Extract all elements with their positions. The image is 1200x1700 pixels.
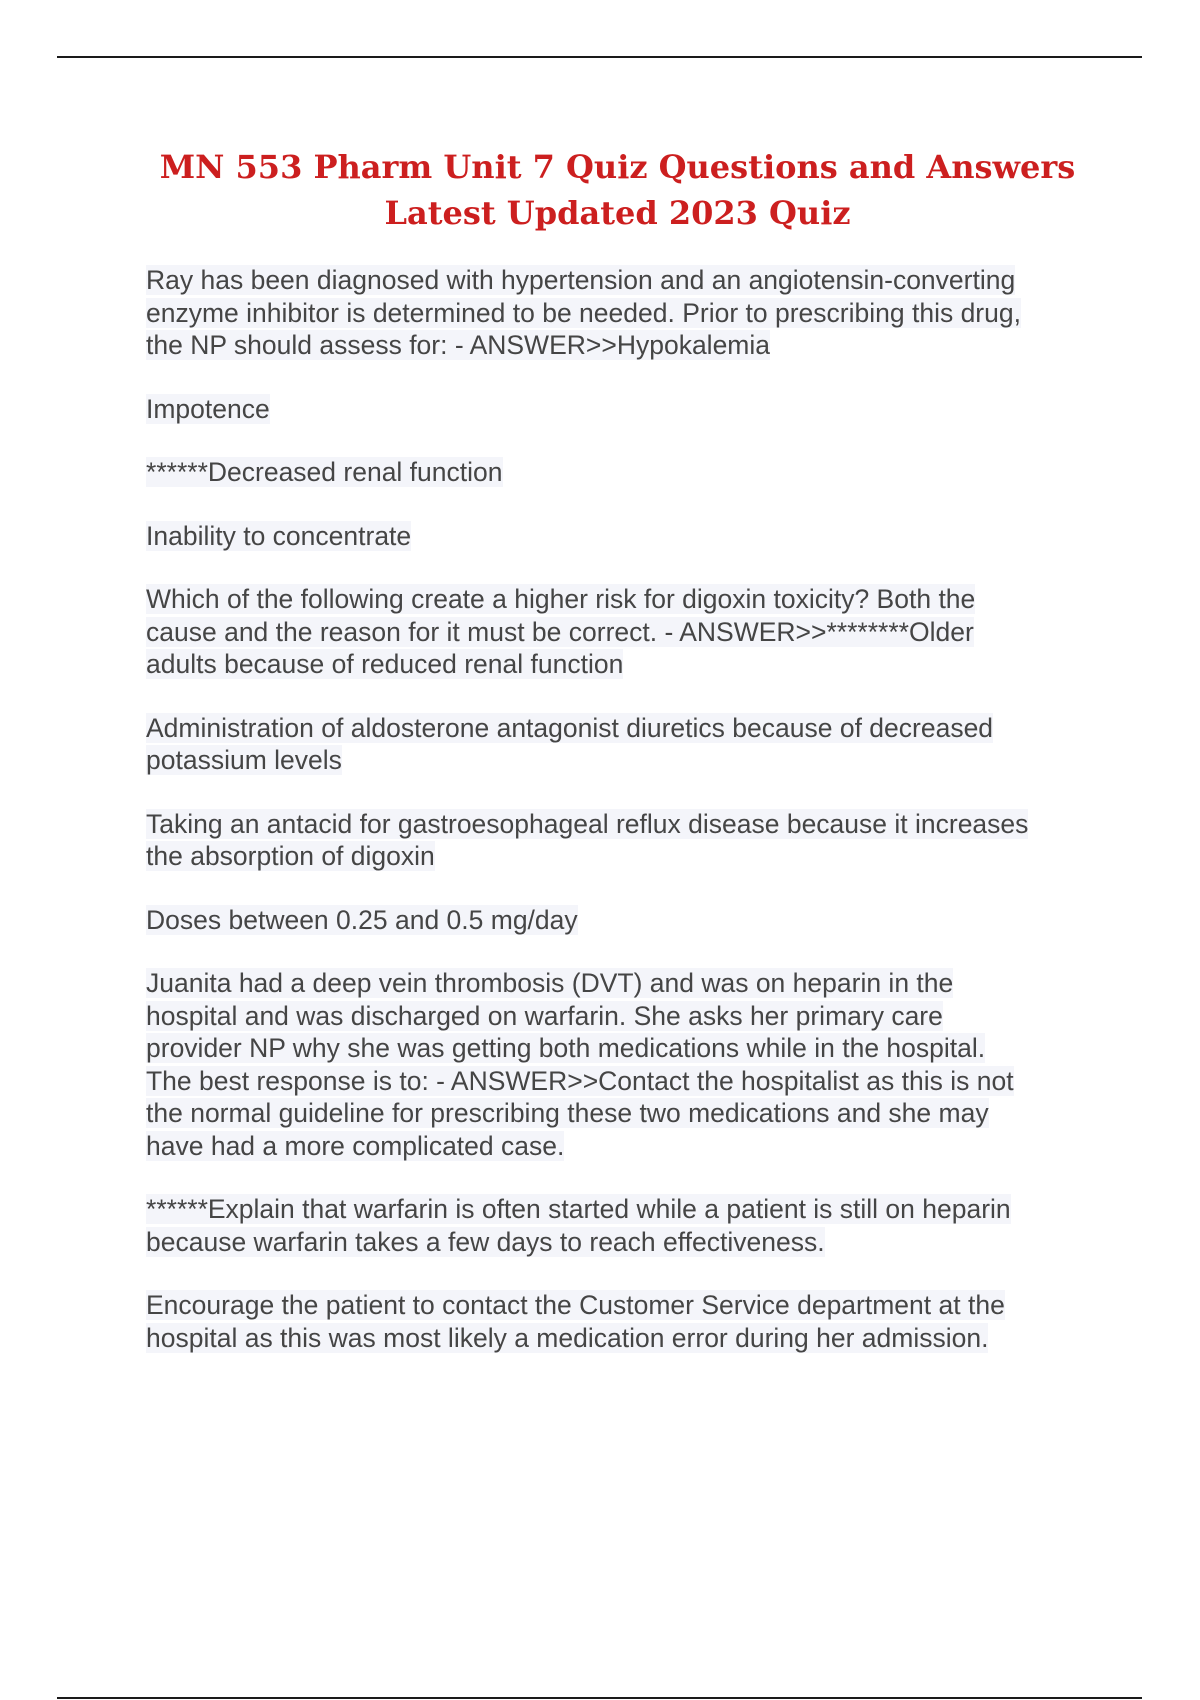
text-line bbox=[146, 840, 1096, 873]
text-line-content: The best response is to: - ANSWER>>Contact the hospitalist as this is not bbox=[146, 1065, 1014, 1096]
text-line-content: potassium levels bbox=[146, 745, 342, 775]
text-line-content: Impotence bbox=[146, 393, 270, 424]
document-body bbox=[146, 264, 1096, 1385]
text-line-content: ******Explain that warfarin is often started while a patient is still on heparin bbox=[146, 1194, 1011, 1224]
text-line-content: hospital and was discharged on warfarin. She asks her primary care bbox=[146, 1000, 943, 1031]
text-line-content: ******Decreased renal function bbox=[146, 457, 503, 487]
paragraph bbox=[146, 808, 1096, 873]
text-line-content: the absorption of digoxin bbox=[146, 841, 435, 871]
text-line bbox=[146, 1032, 1096, 1065]
document-title bbox=[120, 144, 1115, 236]
text-line bbox=[146, 808, 1096, 841]
text-line bbox=[146, 1226, 1096, 1259]
text-line bbox=[146, 744, 1096, 777]
paragraph bbox=[146, 712, 1096, 777]
text-line bbox=[146, 616, 1096, 649]
text-line bbox=[146, 297, 1096, 330]
bottom-rule bbox=[57, 1697, 1142, 1699]
paragraph bbox=[146, 904, 1096, 937]
text-line-content: enzyme inhibitor is determined to be needed. Prior to prescribing this drug, bbox=[146, 297, 1021, 328]
paragraph bbox=[146, 264, 1096, 362]
paragraph bbox=[146, 393, 1096, 426]
text-line-content: the NP should assess for: - ANSWER>>Hypokalemia bbox=[146, 330, 771, 360]
text-line bbox=[146, 1322, 1096, 1355]
text-line-content: Ray has been diagnosed with hypertension and an angiotensin-converting bbox=[146, 265, 1016, 295]
text-line bbox=[146, 1130, 1096, 1163]
text-line-content: have had a more complicated case. bbox=[146, 1130, 565, 1161]
text-line-content: cause and the reason for it must be correct. - ANSWER>>********Older bbox=[146, 616, 974, 647]
text-line-content: Juanita had a deep vein thrombosis (DVT) and was on heparin in the bbox=[146, 968, 954, 998]
title-line: MN 553 Pharm Unit 7 Quiz Questions and Answers bbox=[159, 148, 1076, 186]
text-line-content: hospital as this was most likely a medication error during her admission. bbox=[146, 1322, 989, 1353]
text-line-content: Taking an antacid for gastroesophageal reflux disease because it increases bbox=[146, 808, 1029, 839]
text-line bbox=[146, 1289, 1096, 1322]
paragraph bbox=[146, 967, 1096, 1162]
text-line bbox=[146, 967, 1096, 1000]
text-line bbox=[146, 393, 1096, 426]
text-line-content: the normal guideline for prescribing these two medications and she may bbox=[146, 1098, 989, 1128]
text-line-content: Doses between 0.25 and 0.5 mg/day bbox=[146, 904, 578, 935]
text-line bbox=[146, 520, 1096, 553]
paragraph bbox=[146, 456, 1096, 489]
text-line bbox=[146, 648, 1096, 681]
paragraph bbox=[146, 1193, 1096, 1258]
text-line-content: Which of the following create a higher risk for digoxin toxicity? Both the bbox=[146, 584, 976, 614]
text-line-content: because warfarin takes a few days to reach effectiveness. bbox=[146, 1226, 825, 1257]
text-line bbox=[146, 583, 1096, 616]
text-line-content: adults because of reduced renal function bbox=[146, 649, 624, 679]
paragraph bbox=[146, 583, 1096, 681]
top-rule bbox=[57, 56, 1142, 58]
text-line bbox=[146, 1097, 1096, 1130]
text-line bbox=[146, 712, 1096, 745]
text-line bbox=[146, 904, 1096, 937]
paragraph bbox=[146, 1289, 1096, 1354]
text-line bbox=[146, 1065, 1096, 1098]
text-line-content: Administration of aldosterone antagonist diuretics because of decreased bbox=[146, 712, 994, 743]
text-line bbox=[146, 1193, 1096, 1226]
text-line-content: Encourage the patient to contact the Customer Service department at the bbox=[146, 1290, 1005, 1320]
text-line bbox=[146, 329, 1096, 362]
text-line-content: provider NP why she was getting both medications while in the hospital. bbox=[146, 1033, 986, 1063]
text-line bbox=[146, 1000, 1096, 1033]
paragraph bbox=[146, 520, 1096, 553]
text-line bbox=[146, 456, 1096, 489]
title-line: Latest Updated 2023 Quiz bbox=[384, 194, 851, 232]
text-line-content: Inability to concentrate bbox=[146, 520, 412, 551]
text-line bbox=[146, 264, 1096, 297]
